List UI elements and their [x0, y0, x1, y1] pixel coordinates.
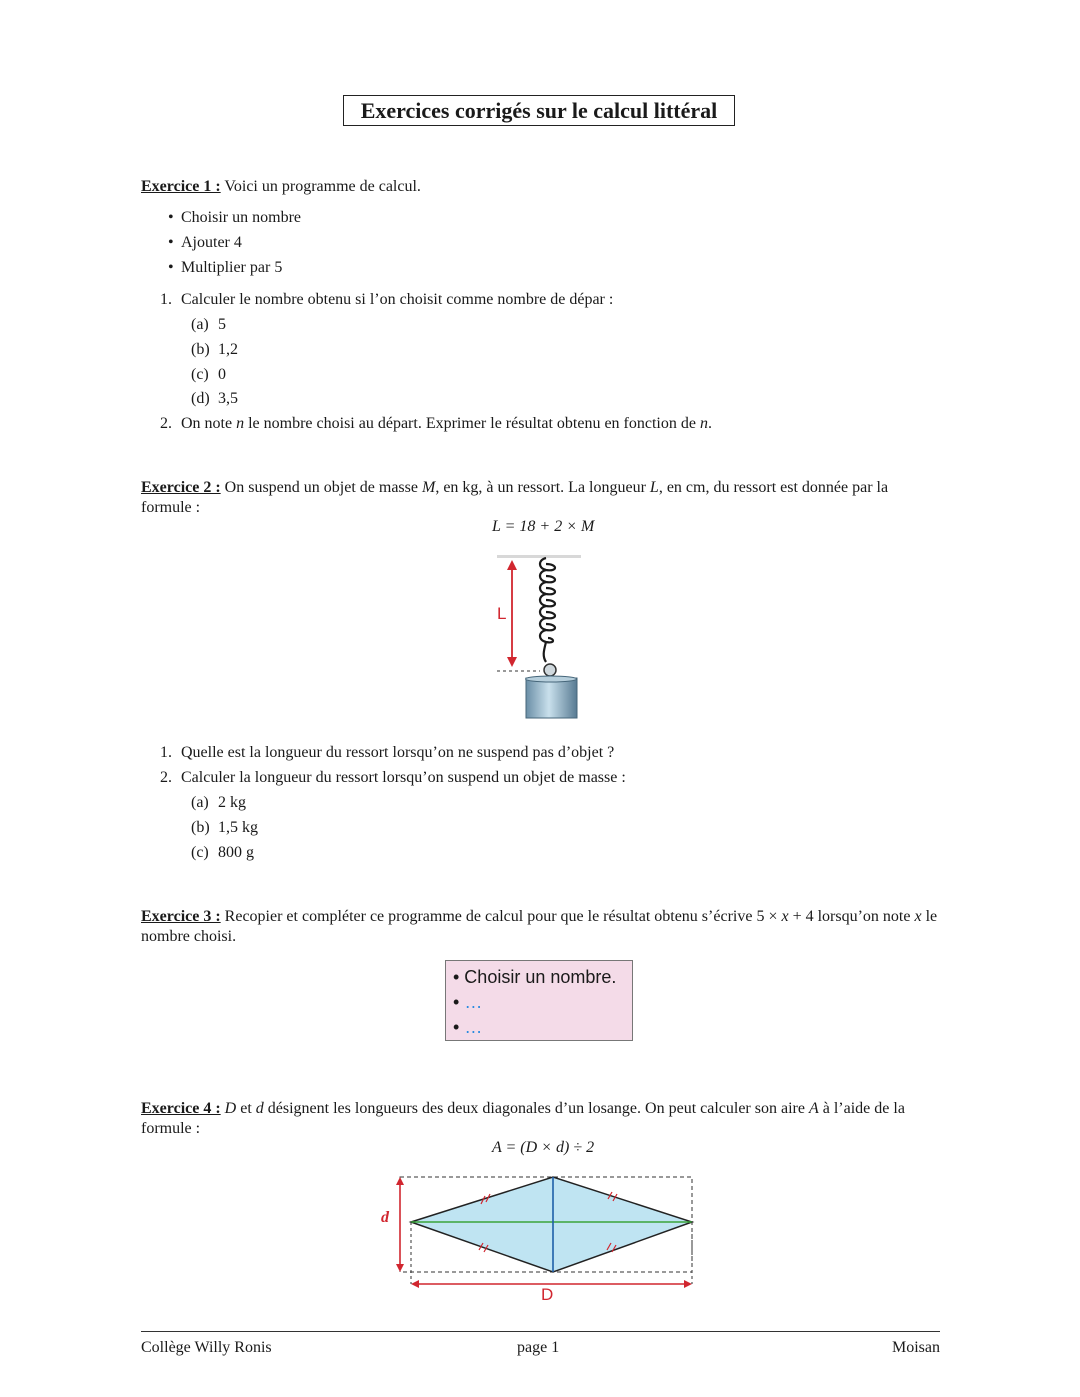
diagram-label-D: D: [541, 1285, 554, 1304]
sub-question: (b) 1,5 kg: [191, 819, 258, 836]
footer-page-number: page 1: [517, 1339, 560, 1356]
page-title: Exercices corrigés sur le calcul littéral: [343, 95, 735, 126]
spring-coil: [540, 558, 555, 662]
program-step-1: • Choisir un nombre.: [453, 967, 617, 987]
spring-length-label: L: [497, 604, 507, 623]
exercise-3-label: Exercice 3 :: [141, 908, 221, 925]
area-formula: A = (D × d) ÷ 2: [492, 1139, 595, 1156]
exercise-3-intro: Exercice 3 : Recopier et compléter ce programme de calcul pour que le résultat obtenu s’écrive 5 × x + 4 lorsqu’on note x le nombre choisi.: [141, 908, 938, 945]
program-step-2: • …: [453, 992, 483, 1012]
footer-author: Moisan: [892, 1339, 940, 1356]
spring-formula: L = 18 + 2 × M: [492, 518, 595, 535]
arrow-head-top: [507, 560, 517, 570]
exercise-4-label: Exercice 4 :: [141, 1100, 221, 1117]
hook-ring: [544, 664, 556, 676]
sub-question: (c) 0: [191, 366, 226, 383]
exercise-1-label: Exercice 1 :: [141, 178, 221, 195]
sub-question: (d) 3,5: [191, 390, 238, 407]
exercise-4-intro: Exercice 4 : D et d désignent les longueurs des deux diagonales d’un losange. On peut calculer son aire A à l’aide de la formule :: [141, 1100, 905, 1137]
spring-illustration: [480, 550, 600, 725]
question-1-2: 2. On note n le nombre choisi au départ. Exprimer le résultat obtenu en fonction de n.: [160, 415, 712, 432]
footer-divider: [141, 1331, 940, 1332]
rhombus-diagram: [375, 1165, 705, 1310]
sub-question: (b) 1,2: [191, 341, 238, 358]
list-item: • Choisir un nombre: [168, 208, 301, 228]
sub-question: (a) 5: [191, 316, 226, 333]
exercise-1-intro: [141, 177, 941, 197]
rhombus-shape: [411, 1177, 692, 1272]
diagram-label-d: d: [381, 1209, 389, 1226]
calc-program-box: [445, 960, 633, 1041]
footer-school: Collège Willy Ronis: [141, 1339, 272, 1356]
question-2-2: 2. Calculer la longueur du ressort lorsqu’on suspend un objet de masse :: [160, 769, 626, 786]
sub-question: (a) 2 kg: [191, 794, 246, 811]
question-2-1: 1. Quelle est la longueur du ressort lorsqu’on ne suspend pas d’objet ?: [160, 744, 615, 761]
question-1-1: 1. Calculer le nombre obtenu si l’on choisit comme nombre de dépar :: [160, 291, 614, 308]
list-item: • Multiplier par 5: [168, 258, 282, 278]
list-item: • Ajouter 4: [168, 233, 242, 253]
exercise-2-intro: Exercice 2 : On suspend un objet de masse M, en kg, à un ressort. La longueur L, en cm, du ressort est donnée par la formule :: [141, 479, 889, 516]
exercise-2-label: Exercice 2 :: [141, 479, 221, 496]
sub-question: (c) 800 g: [191, 844, 254, 861]
arrow-head-bottom: [507, 657, 517, 667]
exercise-1-text: Voici un programme de calcul.: [224, 178, 421, 195]
mass-cylinder: [526, 678, 577, 718]
ceiling-bar: [497, 555, 581, 558]
program-step-3: • …: [453, 1017, 483, 1037]
